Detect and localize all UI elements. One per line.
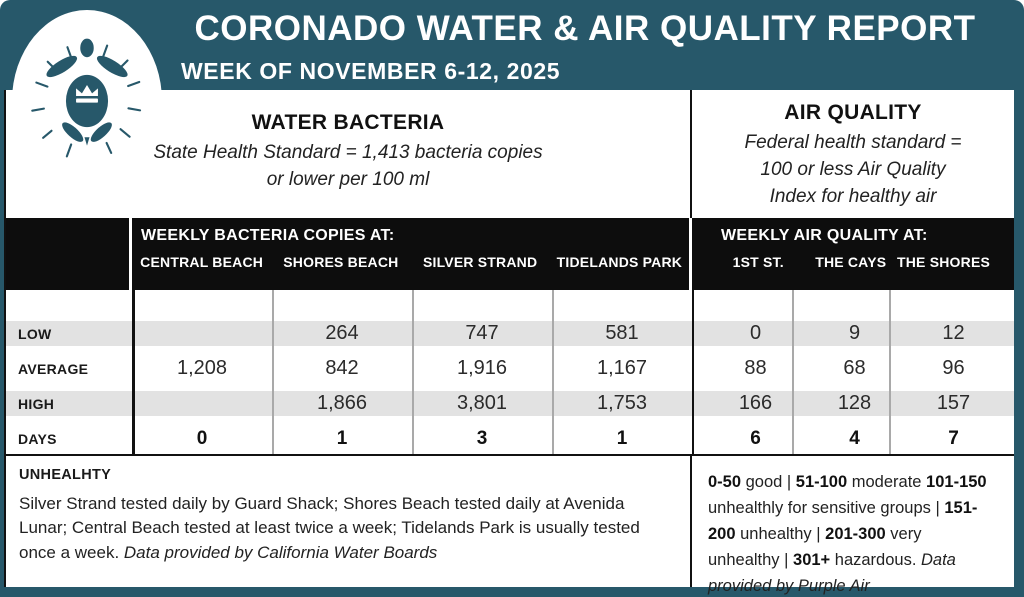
- table-cell: 7: [948, 427, 959, 449]
- report-body: [4, 90, 1014, 596]
- page-title: CORONADO WATER & AIR QUALITY REPORT: [194, 9, 976, 48]
- table-cell: 6: [750, 427, 761, 449]
- column-header-band: [6, 218, 1014, 290]
- air-credit: Data provided by Purple Air: [708, 551, 956, 596]
- air-section-heading: [692, 90, 1014, 218]
- divider: [552, 290, 554, 454]
- table-cell: 747: [465, 322, 499, 344]
- table-cell: 3: [476, 427, 488, 449]
- column-header: 1ST ST.: [732, 254, 784, 270]
- table-cell: 1,916: [456, 357, 508, 379]
- water-notes-body: Silver Strand tested daily by Guard Shack; Shores Beach tested daily at Avenida Lunar; Central Beach tested at least twice a week; Tidelands Park is usually tested once a week. Data provided by California Water Boards: [19, 494, 640, 562]
- row-label: DAYS: [18, 430, 57, 447]
- table-cell: 96: [942, 357, 965, 379]
- water-notes-heading: UNHEALHTY: [19, 467, 112, 483]
- water-title: WATER BACTERIA: [251, 111, 445, 134]
- report-header: [0, 0, 1024, 90]
- divider: [132, 290, 135, 454]
- table-spacer: [6, 290, 1014, 316]
- table-cell: 0: [749, 322, 762, 344]
- table-row-days: [6, 421, 1014, 456]
- row-label: HIGH: [18, 395, 55, 412]
- table-row-high: [6, 386, 1014, 421]
- water-credit: Data provided by California Water Boards: [123, 542, 438, 562]
- table-cell: 88: [744, 357, 767, 379]
- table-cell: 581: [605, 322, 639, 344]
- table-cell: 9: [848, 322, 861, 344]
- column-header: SILVER STRAND: [422, 254, 538, 270]
- table-cell: 1: [616, 427, 628, 449]
- air-band-title: WEEKLY AIR QUALITY AT:: [721, 227, 928, 244]
- air-standard: Federal health standard = 100 or less Air Quality Index for healthy air: [744, 132, 962, 207]
- divider: [272, 290, 274, 454]
- air-column-headers: [712, 254, 1000, 270]
- table-cell: 157: [936, 392, 971, 414]
- table-cell: 1,208: [176, 357, 228, 379]
- table-cell: 1: [336, 427, 348, 449]
- table-cell: 12: [942, 322, 965, 344]
- water-column-headers: [132, 254, 689, 270]
- table-cell: 4: [849, 427, 860, 449]
- table-cell: 842: [325, 357, 359, 379]
- week-subtitle: WEEK OF NOVEMBER 6-12, 2025: [181, 58, 561, 84]
- coronado-logo: [12, 10, 162, 192]
- table-cell: 3,801: [456, 392, 508, 414]
- water-band: [6, 218, 692, 290]
- table-cell: 1,753: [596, 392, 648, 414]
- table-cell: 264: [325, 322, 359, 344]
- table-cell: 1,167: [596, 357, 648, 379]
- water-standard: State Health Standard = 1,413 bacteria copies or lower per 100 ml: [153, 142, 543, 190]
- table-cell: 128: [837, 392, 872, 414]
- column-header: TIDELANDS PARK: [556, 254, 683, 270]
- table-cell: 68: [843, 357, 866, 379]
- section-divider: [692, 290, 694, 454]
- water-band-title: WEEKLY BACTERIA COPIES AT:: [141, 227, 395, 244]
- water-notes: [6, 456, 692, 587]
- divider: [792, 290, 794, 454]
- table-cell: 0: [196, 427, 208, 449]
- divider: [889, 290, 891, 454]
- row-label: AVERAGE: [18, 360, 89, 377]
- table-cell: 1,866: [316, 392, 368, 414]
- table-row-low: [6, 316, 1014, 351]
- row-label-spacer: [6, 218, 132, 290]
- air-quality-legend: 0-50 good | 51-100 moderate 101-150 unhealthly for sensitive groups | 151-200 unhealthy | 201-300 very unhealthy | 301+ hazardous. Data provided by Purple Air: [708, 473, 987, 596]
- data-table: [6, 290, 1014, 456]
- table-row-average: [6, 351, 1014, 386]
- air-band: [692, 218, 1014, 290]
- turtle-crown-icon: [23, 21, 151, 181]
- table-cell: 166: [738, 392, 773, 414]
- footer-notes: [6, 456, 1014, 596]
- column-header: CENTRAL BEACH: [140, 254, 264, 270]
- air-title: AIR QUALITY: [784, 101, 922, 124]
- column-header: THE SHORES: [897, 254, 991, 270]
- divider: [412, 290, 414, 454]
- row-label: LOW: [18, 325, 52, 342]
- column-header: THE CAYS: [815, 254, 887, 270]
- column-header: SHORES BEACH: [283, 254, 399, 270]
